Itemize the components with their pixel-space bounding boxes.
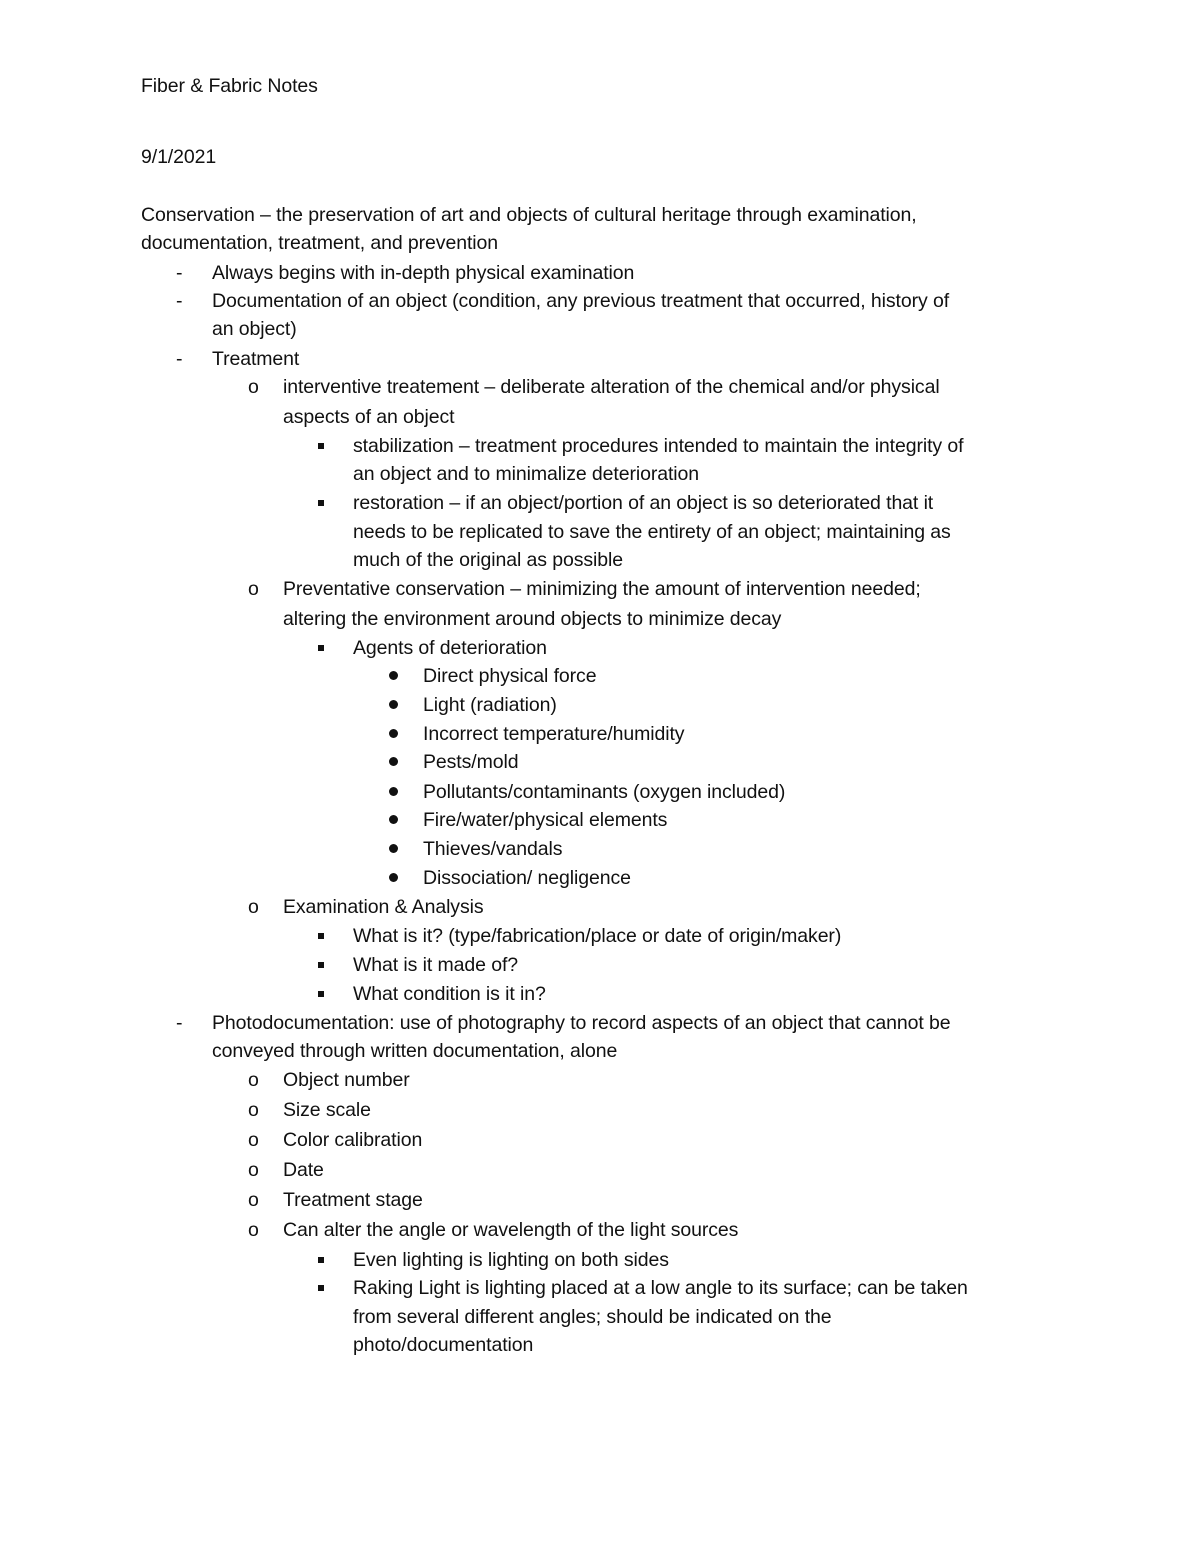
document-title: Fiber & Fabric Notes: [141, 75, 318, 97]
list-item: Date: [283, 1159, 324, 1181]
list-item: Always begins with in-depth physical examination: [212, 262, 635, 284]
list-item: Raking Light is lighting placed at a low angle to its surface; can be taken: [353, 1277, 968, 1299]
list-item: Treatment: [212, 348, 300, 370]
list-item: Agents of deterioration: [353, 637, 547, 659]
circle-bullet-icon: o: [248, 1069, 259, 1091]
round-bullet-icon: [389, 671, 398, 680]
dash-bullet-icon: -: [176, 1012, 183, 1034]
list-item: Can alter the angle or wavelength of the light sources: [283, 1219, 739, 1241]
list-item: Light (radiation): [423, 694, 557, 716]
square-bullet-icon: [318, 645, 324, 651]
list-item: Documentation of an object (condition, any previous treatment that occurred, history of: [212, 290, 950, 312]
list-item: Fire/water/physical elements: [423, 809, 668, 831]
round-bullet-icon: [389, 729, 398, 738]
round-bullet-icon: [389, 815, 398, 824]
circle-bullet-icon: o: [248, 578, 259, 600]
list-item: Even lighting is lighting on both sides: [353, 1249, 669, 1271]
square-bullet-icon: [318, 1257, 324, 1263]
square-bullet-icon: [318, 933, 324, 939]
list-item-continuation: from several different angles; should be indicated on the: [353, 1306, 832, 1328]
square-bullet-icon: [318, 991, 324, 997]
circle-bullet-icon: o: [248, 896, 259, 918]
dash-bullet-icon: -: [176, 348, 183, 370]
round-bullet-icon: [389, 787, 398, 796]
square-bullet-icon: [318, 1285, 324, 1291]
round-bullet-icon: [389, 873, 398, 882]
definition-line: Conservation – the preservation of art and objects of cultural heritage through examination,: [141, 204, 917, 226]
list-item-continuation: conveyed through written documentation, alone: [212, 1040, 618, 1062]
list-item: Treatment stage: [283, 1189, 423, 1211]
list-item-continuation: photo/documentation: [353, 1334, 534, 1356]
list-item-continuation: aspects of an object: [283, 406, 455, 428]
list-item: stabilization – treatment procedures intended to maintain the integrity of: [353, 435, 964, 457]
circle-bullet-icon: o: [248, 1219, 259, 1241]
list-item: Preventative conservation – minimizing the amount of intervention needed;: [283, 578, 921, 600]
list-item-continuation: altering the environment around objects to minimize decay: [283, 608, 782, 630]
circle-bullet-icon: o: [248, 1159, 259, 1181]
square-bullet-icon: [318, 500, 324, 506]
circle-bullet-icon: o: [248, 1189, 259, 1211]
list-item: What is it made of?: [353, 954, 519, 976]
square-bullet-icon: [318, 443, 324, 449]
list-item: Incorrect temperature/humidity: [423, 723, 685, 745]
dash-bullet-icon: -: [176, 262, 183, 284]
round-bullet-icon: [389, 757, 398, 766]
list-item: interventive treatement – deliberate alteration of the chemical and/or physical: [283, 376, 940, 398]
list-item: Thieves/vandals: [423, 838, 563, 860]
list-item-continuation: needs to be replicated to save the entirety of an object; maintaining as: [353, 521, 951, 543]
circle-bullet-icon: o: [248, 376, 259, 398]
list-item: Direct physical force: [423, 665, 597, 687]
document-date: 9/1/2021: [141, 146, 217, 168]
round-bullet-icon: [389, 844, 398, 853]
list-item: Object number: [283, 1069, 410, 1091]
dash-bullet-icon: -: [176, 290, 183, 312]
definition-line: documentation, treatment, and prevention: [141, 232, 498, 254]
list-item: Pests/mold: [423, 751, 519, 773]
list-item: Dissociation/ negligence: [423, 867, 631, 889]
list-item: What condition is it in?: [353, 983, 546, 1005]
list-item: Color calibration: [283, 1129, 423, 1151]
square-bullet-icon: [318, 962, 324, 968]
list-item: What is it? (type/fabrication/place or date of origin/maker): [353, 925, 842, 947]
circle-bullet-icon: o: [248, 1129, 259, 1151]
list-item: restoration – if an object/portion of an object is so deteriorated that it: [353, 492, 934, 514]
list-item: Photodocumentation: use of photography to record aspects of an object that cannot be: [212, 1012, 951, 1034]
list-item-continuation: an object): [212, 318, 297, 340]
list-item: Examination & Analysis: [283, 896, 484, 918]
round-bullet-icon: [389, 700, 398, 709]
list-item: Size scale: [283, 1099, 371, 1121]
list-item: Pollutants/contaminants (oxygen included): [423, 781, 786, 803]
circle-bullet-icon: o: [248, 1099, 259, 1121]
list-item-continuation: much of the original as possible: [353, 549, 623, 571]
list-item-continuation: an object and to minimalize deterioration: [353, 463, 700, 485]
